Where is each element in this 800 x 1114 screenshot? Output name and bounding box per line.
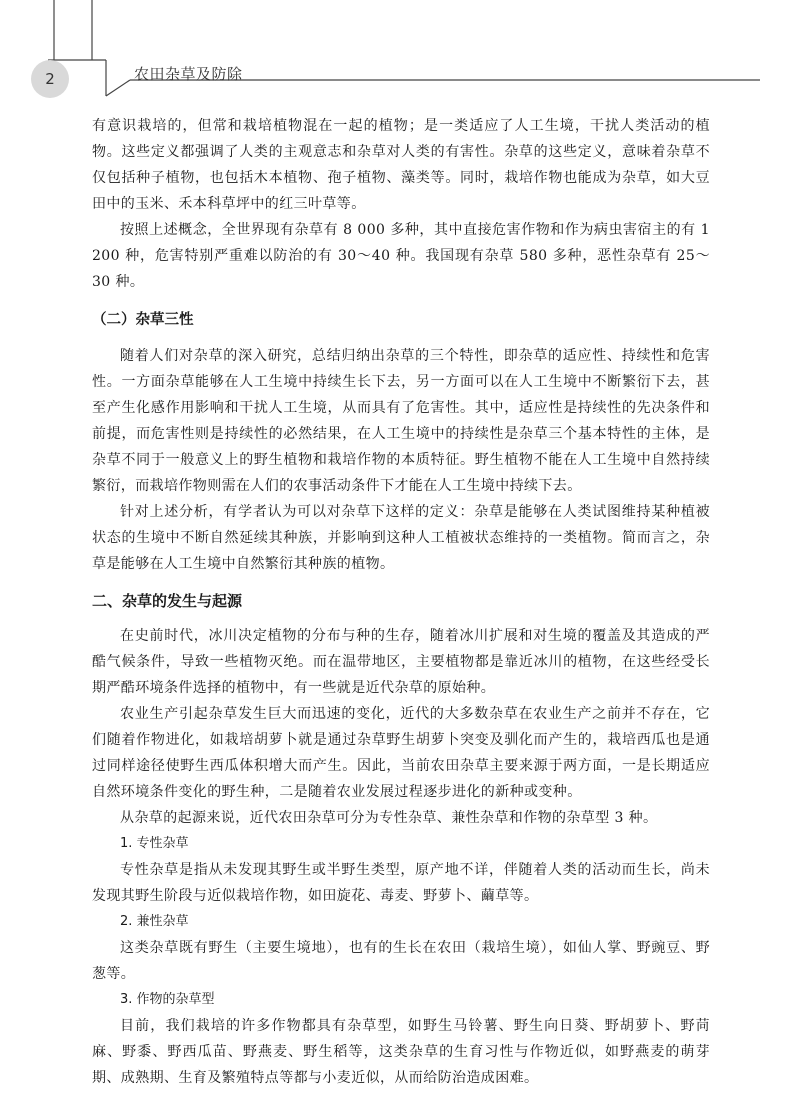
page-number: 2 [31, 60, 69, 98]
paragraph: 从杂草的起源来说，近代农田杂草可分为专性杂草、兼性杂草和作物的杂草型 3 种。 [120, 810, 658, 826]
paragraph: 专性杂草是指从未发现其野生或半野生类型，原产地不详，伴随着人类的活动而生长，尚未发现其野生阶段与近似栽培作物，如田旋花、毒麦、野萝卜、繭草等。 [92, 862, 710, 904]
paragraph: 有意识栽培的，但常和栽培植物混在一起的植物；是一类适应了人工生境，干扰人类活动的植物。这些定义都强调了人类的主观意志和杂草对人类的有害性。杂草的这些定义，意味着杂草不仅包括种子植物，也包括木本植物、孢子植物、藻类等。同时，栽培作物也能成为杂草，如大豆田中的玉米、禾本科草坪中的红三叶草等。 [92, 118, 710, 212]
list-item-heading: 2. 兼性杂草 [120, 914, 189, 929]
subsection-heading: （二）杂草三性 [92, 312, 194, 328]
paragraph: 随着人们对杂草的深入研究，总结归纳出杂草的三个特性，即杂草的适应性、持续性和危害性。一方面杂草能够在人工生境中持续生长下去，另一方面可以在人工生境中不断繁衍下去，甚至产生化感作用影响和干扰人工生境，从而具有了危害性。其中，适应性是持续性的先决条件和前提，而危害性则是持续性的必然结果，在人工生境中的持续性是杂草三个基本特性的主体，是杂草不同于一般意义上的野生植物和栽培作物的本质特征。野生植物不能在人工生境中自然持续繁衍，而栽培作物则需在人们的农事活动条件下才能在人工生境中持续下去。 [92, 348, 710, 494]
page-body [92, 113, 710, 1091]
header-frame [0, 0, 800, 120]
list-item-heading: 3. 作物的杂草型 [120, 992, 215, 1007]
paragraph: 农业生产引起杂草发生巨大而迅速的变化，近代的大多数杂草在农业生产之前并不存在，它们随着作物进化，如栽培胡萝卜就是通过杂草野生胡萝卜突变及驯化而产生的，栽培西瓜也是通过同样途径使野生西瓜体积增大而产生。因此，当前农田杂草主要来源于两方面，一是长期适应自然环境条件变化的野生种，二是随着农业发展过程逐步进化的新种或变种。 [92, 706, 710, 800]
running-title: 农田杂草及防除 [134, 65, 243, 83]
paragraph: 按照上述概念，全世界现有杂草有 8 000 多种，其中直接危害作物和作为病虫害宿主的有 1 200 种，危害特别严重难以防治的有 30～40 种。我国现有杂草 580 多种，恶性杂草有 25～30 种。 [92, 222, 710, 290]
list-item-heading: 1. 专性杂草 [120, 836, 189, 851]
paragraph: 针对上述分析，有学者认为可以对杂草下这样的定义：杂草是能够在人类试图维持某种植被状态的生境中不断自然延续其种族，并影响到这种人工植被状态维持的一类植物。简而言之，杂草是能够在人工生境中自然繁衍其种族的植物。 [92, 504, 710, 572]
paragraph: 目前，我们栽培的许多作物都具有杂草型，如野生马铃薯、野生向日葵、野胡萝卜、野苘麻、野黍、野西瓜苗、野燕麦、野生稻等，这类杂草的生育习性与作物近似，如野燕麦的萌芽期、成熟期、生育及繁殖特点等都与小麦近似，从而给防治造成困难。 [92, 1018, 710, 1086]
paragraph: 在史前时代，冰川决定植物的分布与种的生存，随着冰川扩展和对生境的覆盖及其造成的严酷气候条件，导致一些植物灭绝。而在温带地区，主要植物都是靠近冰川的植物，在这些经受长期严酷环境条件选择的植物中，有一些就是近代杂草的原始种。 [92, 628, 710, 696]
paragraph: 这类杂草既有野生（主要生境地），也有的生长在农田（栽培生境），如仙人掌、野豌豆、野葱等。 [92, 940, 710, 982]
section-heading: 二、杂草的发生与起源 [92, 592, 243, 610]
